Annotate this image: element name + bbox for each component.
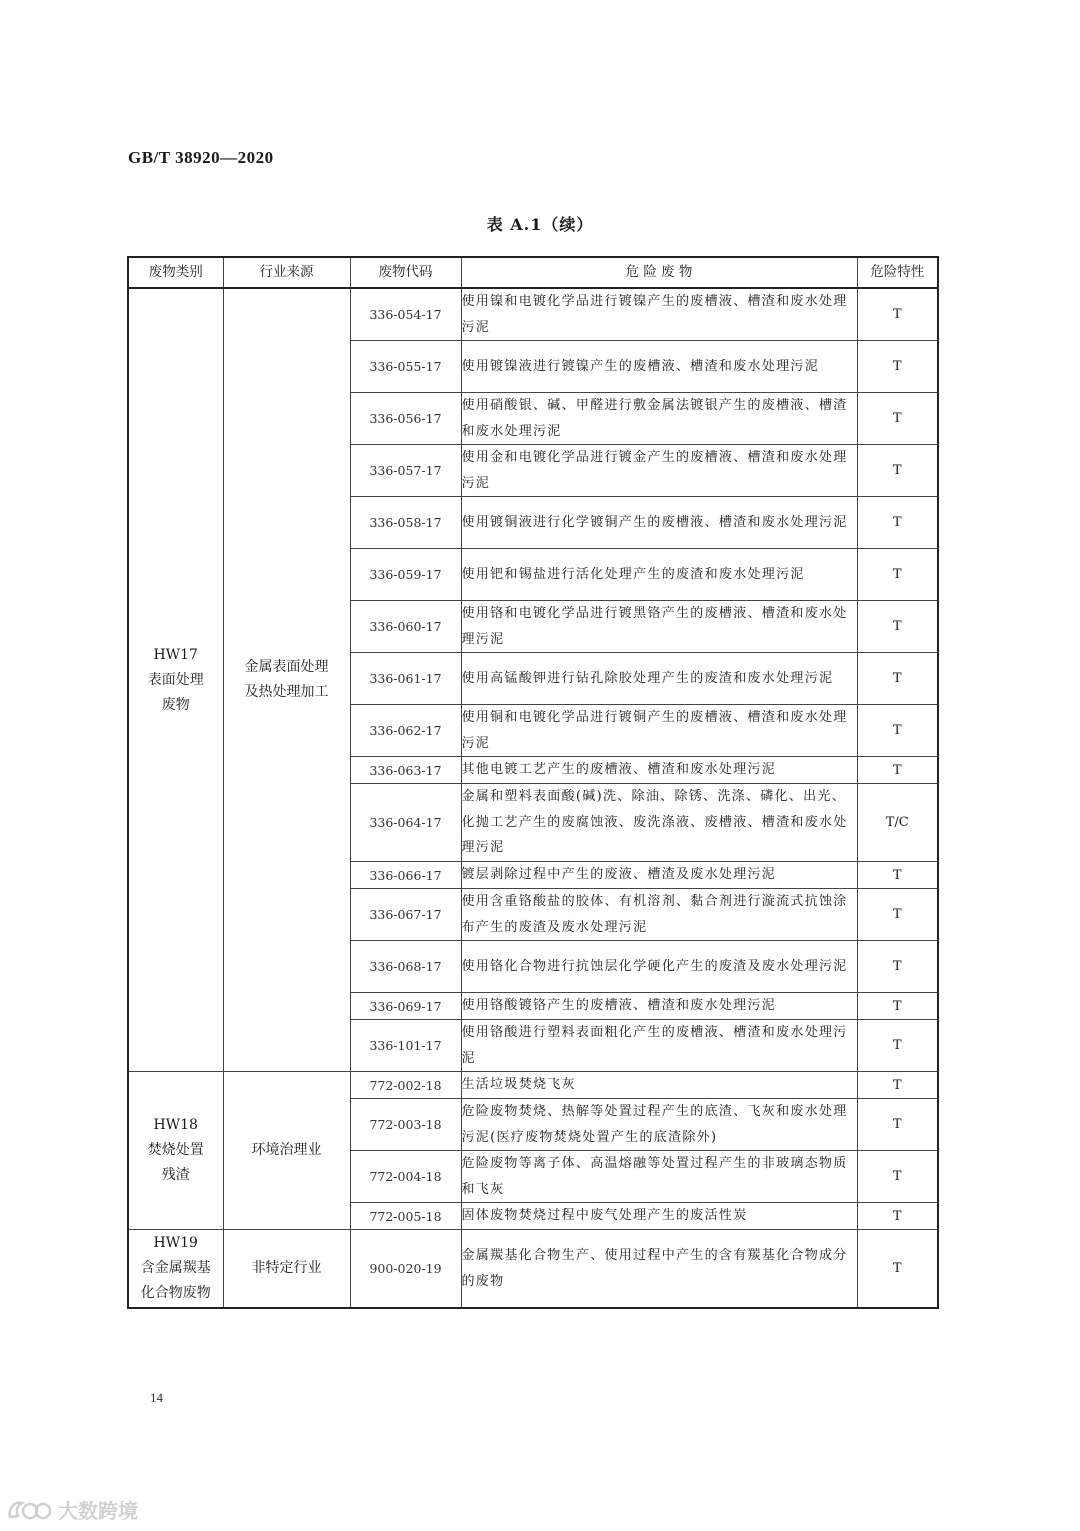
page-number: 14 bbox=[150, 1390, 163, 1405]
waste-description: 使用铬酸进行塑料表面粗化产生的废槽液、槽渣和废水处理污泥 bbox=[461, 1020, 857, 1072]
table-title: 表 A.1（续） bbox=[486, 215, 594, 234]
hazardous-waste-table bbox=[127, 256, 939, 1309]
hazard-property: T bbox=[857, 601, 938, 653]
hazard-property: T bbox=[857, 889, 938, 941]
waste-code: 336-068-17 bbox=[350, 941, 461, 993]
hazard-property: T bbox=[857, 288, 938, 341]
watermark bbox=[6, 1495, 138, 1524]
source-cell-hw17: 金属表面处理 及热处理加工 bbox=[223, 288, 350, 1072]
hazard-property: T bbox=[857, 1203, 938, 1230]
source-cell-hw19: 非特定行业 bbox=[223, 1230, 350, 1309]
hazard-property: T bbox=[857, 393, 938, 445]
category-cell-hw17: HW17 表面处理 废物 bbox=[128, 288, 223, 1072]
hazard-property: T bbox=[857, 1230, 938, 1309]
waste-code: 336-059-17 bbox=[350, 549, 461, 601]
waste-code: 336-054-17 bbox=[350, 288, 461, 341]
waste-code: 772-002-18 bbox=[350, 1072, 461, 1099]
source-cell-hw18: 环境治理业 bbox=[223, 1072, 350, 1230]
waste-code: 336-056-17 bbox=[350, 393, 461, 445]
waste-description: 使用钯和锡盐进行活化处理产生的废渣和废水处理污泥 bbox=[461, 549, 857, 601]
waste-description: 固体废物焚烧过程中废气处理产生的废活性炭 bbox=[461, 1203, 857, 1230]
waste-code: 336-101-17 bbox=[350, 1020, 461, 1072]
hazard-property: T bbox=[857, 1072, 938, 1099]
waste-description: 使用镀镍液进行镀镍产生的废槽液、槽渣和废水处理污泥 bbox=[461, 341, 857, 393]
waste-code: 336-060-17 bbox=[350, 601, 461, 653]
waste-code: 772-005-18 bbox=[350, 1203, 461, 1230]
waste-code: 336-057-17 bbox=[350, 445, 461, 497]
waste-code: 336-058-17 bbox=[350, 497, 461, 549]
waste-code: 336-066-17 bbox=[350, 862, 461, 889]
waste-description: 金属和塑料表面酸(碱)洗、除油、除锈、洗涤、磷化、出光、化抛工艺产生的废腐蚀液、废洗涤液、废槽液、槽渣和废水处理污泥 bbox=[461, 784, 857, 862]
waste-description: 使用含重铬酸盐的胶体、有机溶剂、黏合剂进行漩流式抗蚀涂布产生的废渣及废水处理污泥 bbox=[461, 889, 857, 941]
waste-code: 336-064-17 bbox=[350, 784, 461, 862]
hazard-property: T bbox=[857, 653, 938, 705]
waste-description: 使用高锰酸钾进行钻孔除胶处理产生的废渣和废水处理污泥 bbox=[461, 653, 857, 705]
waste-description: 使用镀铜液进行化学镀铜产生的废槽液、槽渣和废水处理污泥 bbox=[461, 497, 857, 549]
waste-description: 使用镍和电镀化学品进行镀镍产生的废槽液、槽渣和废水处理污泥 bbox=[461, 288, 857, 341]
col-header-code: 废物代码 bbox=[350, 257, 461, 288]
table-row bbox=[128, 1072, 938, 1099]
waste-code: 336-063-17 bbox=[350, 757, 461, 784]
waste-description: 生活垃圾焚烧飞灰 bbox=[461, 1072, 857, 1099]
hazard-property: T bbox=[857, 705, 938, 757]
hazard-property: T bbox=[857, 757, 938, 784]
waste-code: 336-069-17 bbox=[350, 993, 461, 1020]
waste-description: 镀层剥除过程中产生的废液、槽渣及废水处理污泥 bbox=[461, 862, 857, 889]
watermark-logo-icon bbox=[6, 1497, 52, 1523]
category-cell-hw19: HW19 含金属羰基 化合物废物 bbox=[128, 1230, 223, 1309]
hazard-property: T bbox=[857, 993, 938, 1020]
waste-description: 使用金和电镀化学品进行镀金产生的废槽液、槽渣和废水处理污泥 bbox=[461, 445, 857, 497]
waste-code: 900-020-19 bbox=[350, 1230, 461, 1309]
standard-code: GB/T 38920—2020 bbox=[128, 148, 274, 167]
watermark-text: 大数跨境 bbox=[58, 1499, 138, 1523]
hazard-property: T bbox=[857, 862, 938, 889]
waste-description: 金属羰基化合物生产、使用过程中产生的含有羰基化合物成分的废物 bbox=[461, 1230, 857, 1309]
waste-code: 336-067-17 bbox=[350, 889, 461, 941]
hazard-property: T bbox=[857, 445, 938, 497]
waste-code: 336-055-17 bbox=[350, 341, 461, 393]
waste-code: 336-062-17 bbox=[350, 705, 461, 757]
col-header-hazard: 危险特性 bbox=[857, 257, 938, 288]
col-header-category: 废物类别 bbox=[128, 257, 223, 288]
waste-code: 772-004-18 bbox=[350, 1151, 461, 1203]
waste-description: 危险废物焚烧、热解等处置过程产生的底渣、飞灰和废水处理污泥(医疗废物焚烧处置产生的底渣除外) bbox=[461, 1099, 857, 1151]
hazard-property: T bbox=[857, 497, 938, 549]
table-header-row bbox=[128, 257, 938, 288]
hazard-property: T/C bbox=[857, 784, 938, 862]
table-row bbox=[128, 1230, 938, 1309]
waste-code: 336-061-17 bbox=[350, 653, 461, 705]
waste-description: 使用铜和电镀化学品进行镀铜产生的废槽液、槽渣和废水处理污泥 bbox=[461, 705, 857, 757]
waste-description: 使用铬酸镀铬产生的废槽液、槽渣和废水处理污泥 bbox=[461, 993, 857, 1020]
waste-description: 使用铬化合物进行抗蚀层化学硬化产生的废渣及废水处理污泥 bbox=[461, 941, 857, 993]
waste-description: 使用硝酸银、碱、甲醛进行敷金属法镀银产生的废槽液、槽渣和废水处理污泥 bbox=[461, 393, 857, 445]
waste-description: 其他电镀工艺产生的废槽液、槽渣和废水处理污泥 bbox=[461, 757, 857, 784]
hazard-property: T bbox=[857, 941, 938, 993]
hazard-property: T bbox=[857, 341, 938, 393]
hazard-property: T bbox=[857, 549, 938, 601]
hazard-property: T bbox=[857, 1099, 938, 1151]
col-header-waste: 危 险 废 物 bbox=[461, 257, 857, 288]
table-row bbox=[128, 288, 938, 341]
category-cell-hw18: HW18 焚烧处置 残渣 bbox=[128, 1072, 223, 1230]
col-header-source: 行业来源 bbox=[223, 257, 350, 288]
hazard-property: T bbox=[857, 1020, 938, 1072]
waste-description: 危险废物等离子体、高温熔融等处置过程产生的非玻璃态物质和飞灰 bbox=[461, 1151, 857, 1203]
waste-code: 772-003-18 bbox=[350, 1099, 461, 1151]
waste-description: 使用铬和电镀化学品进行镀黑铬产生的废槽液、槽渣和废水处理污泥 bbox=[461, 601, 857, 653]
hazard-property: T bbox=[857, 1151, 938, 1203]
